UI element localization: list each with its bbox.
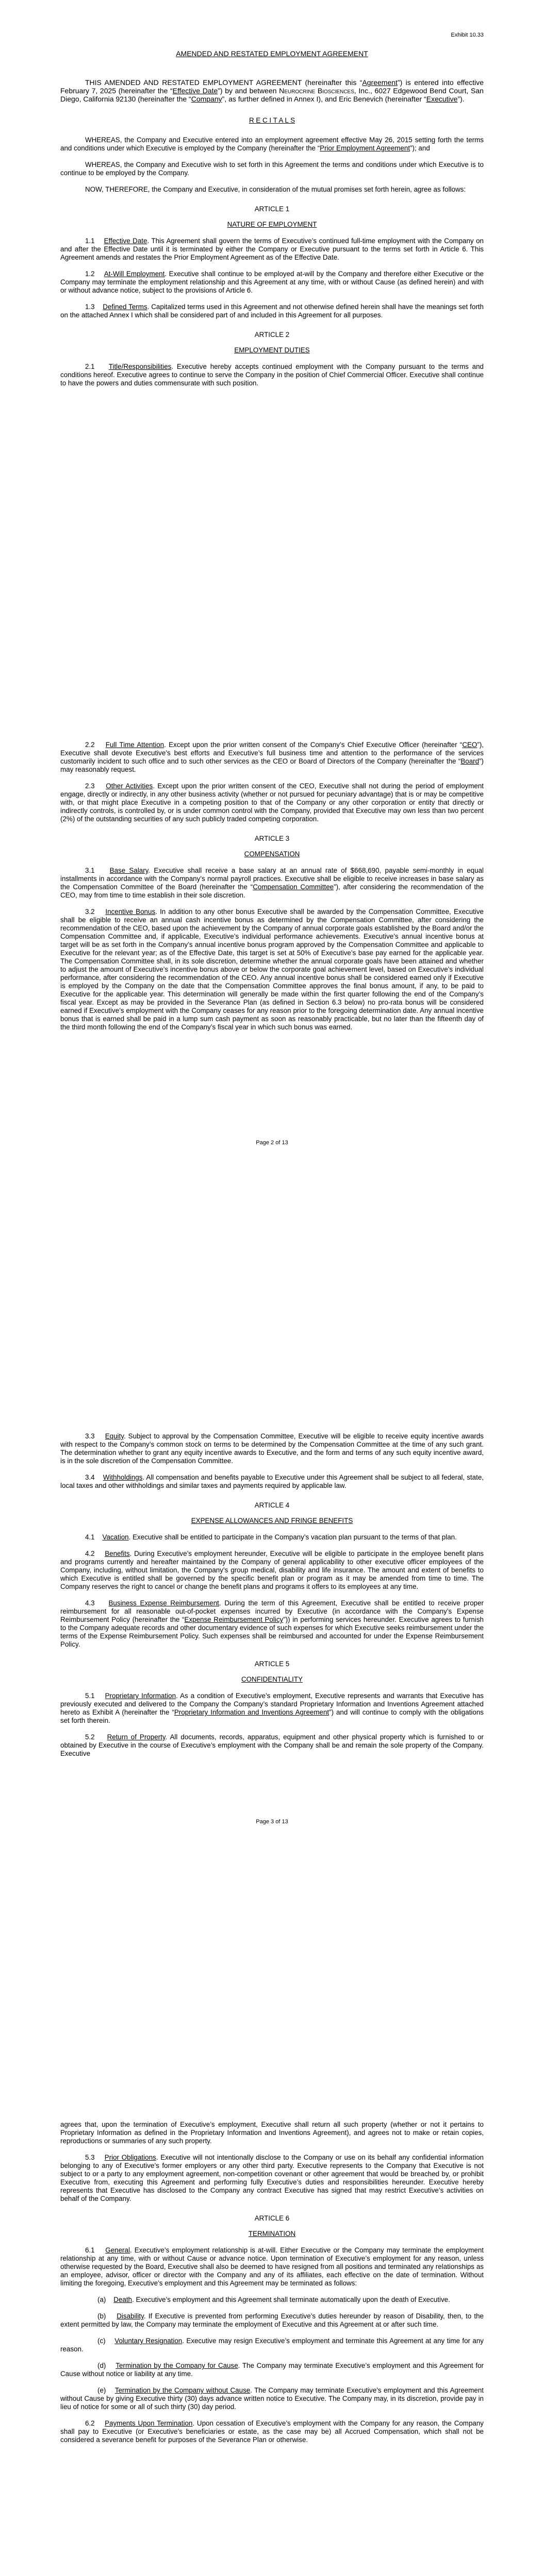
text: ”) and will continue to comply with the obligations set forth therein. xyxy=(60,1708,484,1724)
section-number: 5.2 xyxy=(85,1733,95,1741)
section-heading: Return of Property xyxy=(107,1733,166,1741)
section-5-2-continued: agrees that, upon the termination of Executive’s employment, Executive shall return all such property (whether or not it pertains to Proprietary Information as defined in the Proprietary Information and Inventions Agreement), and agrees not to make or retain copies, reproductions or summaries of any such property. xyxy=(60,2121,484,2145)
section-text: . All compensation and benefits payable to Executive under this Agreement shall be subject to all federal, state, local taxes and other withholdings and similar taxes and payments required by applicable law. xyxy=(60,1473,484,1489)
subsection-heading: Death xyxy=(113,2296,132,2303)
section-6-1-e xyxy=(60,2386,484,2411)
section-heading: Benefits xyxy=(105,1550,130,1557)
article-6-number: ARTICLE 6 xyxy=(254,2214,290,2222)
section-number: 3.3 xyxy=(85,1432,95,1440)
text: ”); and xyxy=(410,144,430,152)
section-text: . Executive shall be entitled to participate in the Company’s vacation plan pursuant to the terms of that plan. xyxy=(128,1533,457,1541)
page-4-content xyxy=(60,2121,484,2452)
section-text: . Executive hereby accepts continued employment with the Company pursuant to the terms and conditions hereof. Executive agrees to continue to serve the Company in the position of Chief Commercial Officer. Executive shall continue to have the powers and duties commensurate with such position. xyxy=(60,363,484,387)
article-1-number: ARTICLE 1 xyxy=(254,205,290,213)
text: WHEREAS, the Company and Executive entered into an employment agreement effective May 26, 2015 setting forth the terms and conditions under which Executive is employed by the Company (hereinafter the “ xyxy=(60,136,484,152)
subsection-number: (a) xyxy=(97,2296,106,2303)
subsection-number: (c) xyxy=(97,2337,106,2345)
section-1-3 xyxy=(60,303,484,319)
article-3-number: ARTICLE 3 xyxy=(254,835,290,842)
section-text: . In addition to any other bonus Executive shall be awarded by the Compensation Committee, Executive shall be eligible to receive an annual cash incentive bonus as determined by the Compensation Committee, after considering the recommendation of the CEO, based upon the achievement by the Company of annual corporate goals established by the Board and/or the Compensation Committee and, if applicable, Executive’s individual performance achievements. Executive’s annual incentive bonus at target will be as set forth in the Company’s annual incentive bonus program approved by the Compensation Committee and applicable to Executive for the relevant year; as of the Effective Date, this target is set at 50% of Executive’s base pay earned for the applicable year. The Compensation Committee shall, in its sole discretion, determine whether the annual corporate goals have been attained and whether to adjust the amount of Executive’s incentive bonus above or below the corporate goal achievement level, based on Executive’s individual performance, after considering the recommendation of the CEO. Any annual incentive bonus shall be considered earned only if Executive is employed by the Company on the date that the Compensation Committee approves the final bonus amount, if any, to be paid to Executive for the applicable year. This determination will generally be made within the first quarter following the end of the Company’s fiscal year. Except as may be provided in the Severance Plan (as defined in Section 6.3 below) no pro-rata bonus will be considered earned if Executive’s employment with the Company ceases for any reason prior to the foregoing determination date. Any annual incentive bonus that is earned shall be paid in a lump sum cash payment as soon as reasonably practicable, but no later than the fifteenth day of the third month following the end of the Company’s fiscal year in which such bonus was earned. xyxy=(60,908,484,1031)
document-title: AMENDED AND RESTATED EMPLOYMENT AGREEMENT xyxy=(176,49,368,58)
section-heading: Proprietary Information xyxy=(105,1692,176,1700)
section-number: 2.1 xyxy=(85,363,95,370)
article-1-title: NATURE OF EMPLOYMENT xyxy=(227,221,317,228)
section-6-1-b xyxy=(60,2312,484,2329)
text: ”)) in performing services hereunder. Executive agrees to furnish to the Company adequate records and other documentary evidence of such expenses for which Executive seeks reimbursement under the terms of the Expense Reimbursement Policy. Such expenses shall be reimbursed and accounted for under the Expense Reimbursement Policy. xyxy=(60,1616,484,1648)
section-heading: Other Activities xyxy=(106,782,153,790)
section-heading: Equity xyxy=(105,1432,124,1440)
defined-term: Board xyxy=(460,757,480,765)
section-number: 6.1 xyxy=(85,2246,95,2254)
recital-1 xyxy=(60,136,484,152)
section-text: . Executive’s employment relationship is at-will. Either Executive or the Company may terminate the employment relationship at any time, with or without Cause or advance notice. Upon termination of Executive’s employment for any reason, unless otherwise requested by the Board, Executive shall also be deemed to have resigned from all positions and terminated any relationships as an employee, advisor, officer or director with the Company and any of its affiliates, each effective on the date of termination. Without limiting the foregoing, Executive’s employment and this Agreement may be terminated as follows: xyxy=(60,2246,484,2287)
section-heading: Base Salary xyxy=(109,867,149,874)
article-5-title: CONFIDENTIALITY xyxy=(241,1675,303,1683)
section-number: 4.1 xyxy=(85,1533,95,1541)
section-5-1 xyxy=(60,1692,484,1725)
section-5-3 xyxy=(60,2154,484,2203)
section-number: 2.2 xyxy=(85,741,95,749)
defined-term: Company xyxy=(191,95,222,103)
defined-term: Effective Date xyxy=(172,87,218,95)
section-heading: Vacation xyxy=(102,1533,129,1541)
defined-term: Proprietary Information and Inventions Agreement xyxy=(174,1708,329,1716)
section-4-2 xyxy=(60,1550,484,1591)
recital-3: NOW, THEREFORE, the Company and Executive, in consideration of the mutual promises set forth herein, agree as follows: xyxy=(85,185,466,193)
text: ”, as further defined in Annex I), and Eric Benevich (hereinafter “ xyxy=(222,95,426,103)
section-number: 1.3 xyxy=(85,303,95,311)
text: ”), Executive shall devote Executive’s best efforts and Executive’s full business time and attention to the performance of the services customarily incident to such office and to such other services as the CEO or Board of Directors of the Company (hereinafter the “ xyxy=(60,741,484,765)
page-2-content xyxy=(60,741,484,1040)
section-6-1-d xyxy=(60,2362,484,2378)
section-6-1-a xyxy=(60,2296,484,2304)
section-heading: Business Expense Reimbursement xyxy=(108,1599,219,1607)
recital-2: WHEREAS, the Company and Executive wish to set forth in this Agreement the terms and conditions under which Executive is to continue to be employed by the Company. xyxy=(60,161,484,177)
text: THIS AMENDED AND RESTATED EMPLOYMENT AGREEMENT (hereinafter this “ xyxy=(85,78,362,87)
subsection-text: . Executive may resign Executive’s employment and terminate this Agreement at any time for any reason. xyxy=(60,2337,484,2353)
section-text: . Subject to approval by the Compensation Committee, Executive will be eligible to receive equity incentive awards with respect to the Company’s common stock on terms to be determined by the Compensation Committee at the time of any such grant. The determination whether to grant any equity incentive awards to Executive, and the form and terms of any such equity incentive award, is in the sole discretion of the Compensation Committee. xyxy=(60,1432,484,1465)
section-number: 3.1 xyxy=(85,867,95,874)
subsection-text: . The Company may terminate Executive’s employment and this Agreement without Cause by giving Executive thirty (30) days advance written notice to Executive. The Company may, in its discretion, provide pay in lieu of notice for some or all of such thirty (30) day period. xyxy=(60,2386,484,2411)
article-5-number: ARTICLE 5 xyxy=(254,1660,290,1668)
section-2-3 xyxy=(60,782,484,823)
section-number: 4.3 xyxy=(85,1599,95,1607)
section-heading: Defined Terms xyxy=(103,303,147,311)
section-heading: Payments Upon Termination xyxy=(105,2419,193,2427)
subsection-text: . If Executive is prevented from performing Executive’s duties hereunder by reason of Disability, then, to the extent permitted by law, the Company may terminate the employment of Executive and this Agreement at or after such time. xyxy=(60,2312,484,2328)
article-6-title: TERMINATION xyxy=(248,2230,296,2238)
article-2-number: ARTICLE 2 xyxy=(254,331,290,338)
section-number: 4.2 xyxy=(85,1550,95,1557)
section-number: 5.1 xyxy=(85,1692,95,1700)
section-3-4 xyxy=(60,1473,484,1490)
subsection-number: (d) xyxy=(97,2362,106,2369)
text: ”) by and between xyxy=(218,87,279,95)
text: . As a condition of Executive’s employment, Executive represents and warrants that Executive has previously executed and delivered to the Company the Company’s standard Proprietary Information and Inventions Agreement attached hereto as Exhibit A (hereinafter the “ xyxy=(60,1692,484,1716)
section-heading: General xyxy=(105,2246,130,2254)
section-3-3 xyxy=(60,1432,484,1465)
section-1-2 xyxy=(60,270,484,295)
section-heading: At-Will Employment xyxy=(104,270,165,278)
section-4-3 xyxy=(60,1599,484,1649)
section-heading: Full Time Attention xyxy=(105,741,164,749)
subsection-text: . The Company may terminate Executive’s employment and this Agreement for Cause without notice or liability at any time. xyxy=(60,2362,484,2378)
subsection-text: . Executive’s employment and this Agreement shall terminate automatically upon the death of Executive. xyxy=(132,2296,450,2303)
text: ”), after considering the recommendation of the CEO, may from time to time establish in their sole discretion. xyxy=(60,883,484,899)
text: ”). xyxy=(457,95,465,103)
section-heading: Title/Responsibilities xyxy=(108,363,172,370)
section-text: . Except upon the prior written consent of the CEO, Executive shall not during the period of employment engage, directly or indirectly, in any other business activity (whether or not pursued for pecuniary advantage) that is or may be competitive with, or that might place Executive in a competing position to that of the Company or any other corporation or entity that directly or indirectly controls, is controlled by, or is under common control with the Company, provided that Executive may own less than two percent (2%) of the outstanding securities of any such publicly traded competing corporation. xyxy=(60,782,484,823)
section-3-2 xyxy=(60,908,484,1031)
section-number: 2.3 xyxy=(85,782,95,790)
subsection-heading: Termination by the Company without Cause xyxy=(114,2386,251,2394)
section-2-2 xyxy=(60,741,484,774)
section-1-1 xyxy=(60,237,484,262)
page-1-content xyxy=(60,49,484,396)
section-number: 5.3 xyxy=(85,2154,95,2161)
section-number: 3.4 xyxy=(85,1473,95,1481)
section-4-1 xyxy=(60,1533,484,1541)
text: , Inc., 6027 Edgewood Bend Court, San Diego, California 92130 (hereinafter the “ xyxy=(60,87,484,103)
section-text: . Capitalized terms used in this Agreement and not otherwise defined herein shall have the meanings set forth on the attached Annex I which shall be considered part of and included in this Agreement for all purposes. xyxy=(60,303,484,319)
section-text: . Upon cessation of Executive’s employment with the Company for any reason, the Company shall pay to Executive (or Executive’s beneficiaries or estate, as the case may be) all Accrued Compensation, which shall not be considered a severance benefit for purposes of the Severance Plan or otherwise. xyxy=(60,2419,484,2444)
subsection-heading: Voluntary Resignation xyxy=(114,2337,183,2345)
defined-term: Executive xyxy=(426,95,458,103)
section-6-2 xyxy=(60,2419,484,2444)
subsection-number: (e) xyxy=(97,2386,106,2394)
article-3-title: COMPENSATION xyxy=(244,850,300,858)
section-text: . During Executive’s employment hereunder, Executive will be eligible to participate in the employee benefit plans and programs currently and hereafter maintained by the Company of general applicability to other executive officer employees of the Company, including, without limitation, the Company’s group medical, disability and life insurance. The amount and extent of benefits to which Executive is entitled shall be governed by the specific benefit plan or program as it may be amended from time to time. The Company reserves the right to cancel or change the benefit plans and programs it offers to its employees at any time. xyxy=(60,1550,484,1590)
article-2-title: EMPLOYMENT DUTIES xyxy=(234,346,310,354)
section-text: . This Agreement shall govern the terms of Executive’s continued full-time employment with the Company on and after the Effective Date until it is terminated by either the Company or Executive pursuant to the terms set forth in Article 6. This Agreement amends and restates the Prior Employment Agreement as of the Effective Date. xyxy=(60,237,484,261)
section-3-1 xyxy=(60,867,484,900)
defined-term: CEO xyxy=(462,741,477,749)
recitals-heading: R E C I T A L S xyxy=(249,116,295,124)
page-number: Page 2 of 13 xyxy=(256,1140,288,1146)
section-6-1-c xyxy=(60,2337,484,2353)
page-number: Page 3 of 13 xyxy=(256,1819,288,1825)
section-number: 6.2 xyxy=(85,2419,95,2427)
section-text: . Executive shall continue to be employed at-will by the Company and therefore either Executive or the Company may terminate the employment relationship and this Agreement at any time, with or without Cause (as defined herein) and with or without advance notice, subject to the provisions of Article 6. xyxy=(60,270,484,294)
text: ”) is entered into effective February 7, 2025 (hereinafter the “ xyxy=(60,78,484,95)
page-3-content xyxy=(60,1432,484,1766)
section-heading: Incentive Bonus xyxy=(105,908,156,916)
article-4-number: ARTICLE 4 xyxy=(254,1501,290,1509)
text: . During the term of this Agreement, Executive shall be entitled to receive proper reimbursement for all reasonable out-of-pocket expenses incurred by Executive (in accordance with the Company’s Expense Reimbursement Policy (hereinafter the “ xyxy=(60,1599,484,1623)
exhibit-label: Exhibit 10.33 xyxy=(451,32,484,38)
intro-paragraph xyxy=(60,78,484,103)
defined-term: Agreement xyxy=(362,78,398,87)
section-number: 3.2 xyxy=(85,908,95,916)
article-4-title: EXPENSE ALLOWANCES AND FRINGE BENEFITS xyxy=(191,1517,353,1524)
defined-term: Prior Employment Agreement xyxy=(320,144,410,152)
defined-term: Expense Reimbursement Policy xyxy=(184,1616,284,1623)
text: ”) may reasonably request. xyxy=(60,757,484,773)
section-5-2 xyxy=(60,1733,484,1758)
text: . Except upon the prior written consent of the Company’s Chief Executive Officer (hereinafter “ xyxy=(164,741,463,749)
section-number: 1.1 xyxy=(85,237,95,245)
text: . Executive shall receive a base salary at an annual rate of $668,690, payable semi-monthly in equal installments in accordance with the Company’s normal payroll practices. Executive shall be eligible to receive increases in base salary as the Compensation Committee of the Board (hereinafter the “ xyxy=(60,867,484,891)
section-text: . Executive will not intentionally disclose to the Company or use on its behalf any confidential information belonging to any of Executive’s former employers or any other third party. Executive represents to the Company that Executive is not subject to or a party to any employment agreement, non-competition covenant or other agreement that would be breached by, or prohibit Executive from, executing this Agreement and performing fully Executive’s duties and responsibilities hereunder. Executive hereby represents that Executive has disclosed to the Company any contract Executive has signed that may restrict Executive’s activities on behalf of the Company. xyxy=(60,2154,484,2202)
subsection-heading: Termination by the Company for Cause xyxy=(116,2362,238,2369)
section-text: . All documents, records, apparatus, equipment and other physical property which is furnished to or obtained by Executive in the course of Executive’s employment with the Company shall be and remain the sole property of the Company. Executive xyxy=(60,1733,484,1757)
subsection-heading: Disability xyxy=(117,2312,144,2320)
section-heading: Withholdings xyxy=(103,1473,143,1481)
section-number: 1.2 xyxy=(85,270,95,278)
defined-term: Compensation Committee xyxy=(253,883,334,891)
section-heading: Prior Obligations xyxy=(104,2154,156,2161)
section-6-1 xyxy=(60,2246,484,2287)
subsection-number: (b) xyxy=(97,2312,106,2320)
section-2-1 xyxy=(60,363,484,387)
section-heading: Effective Date xyxy=(104,237,147,245)
company-name: Neurocrine Biosciences xyxy=(279,87,354,95)
